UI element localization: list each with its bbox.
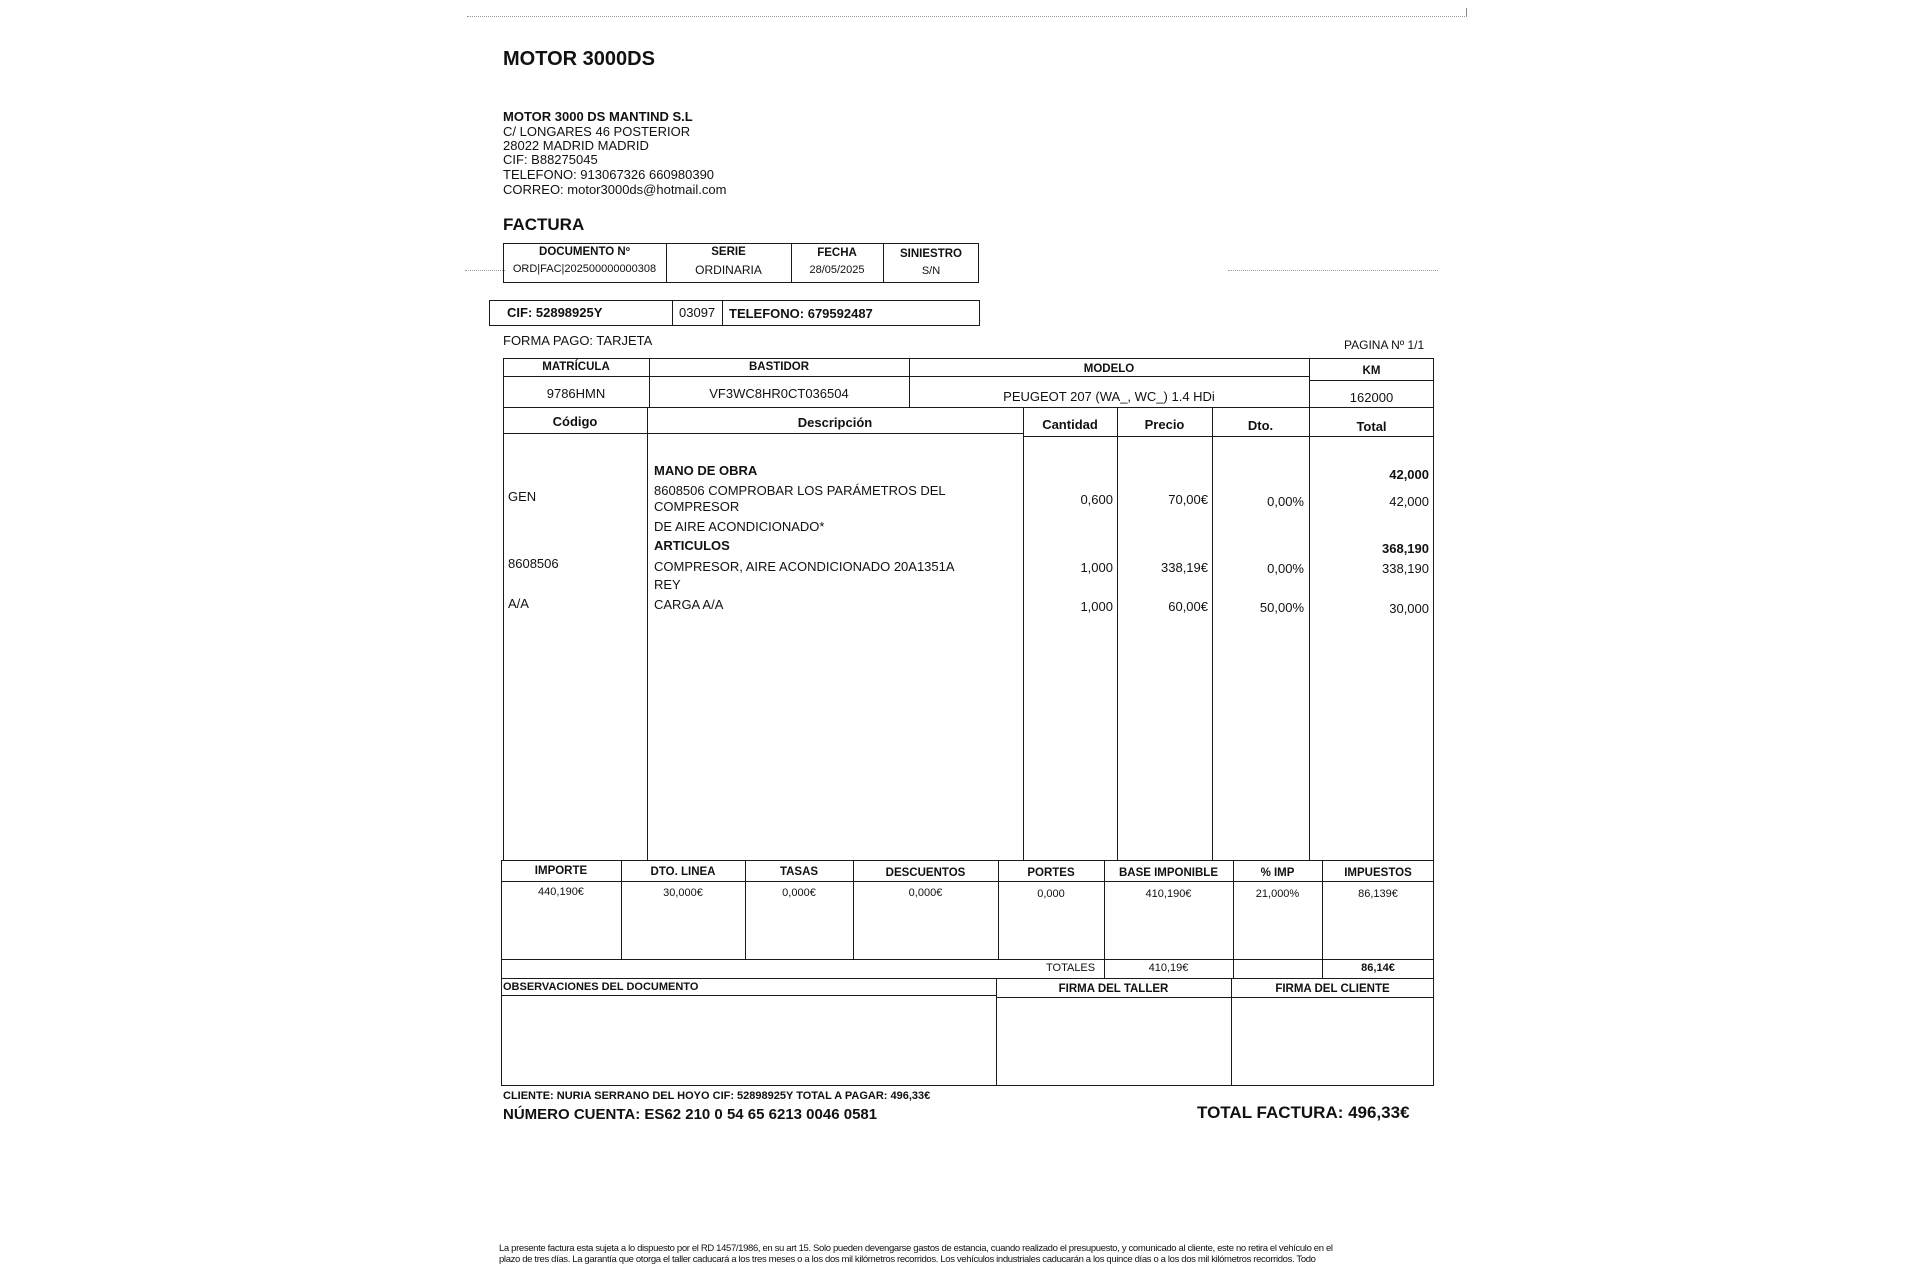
client-phone: TELEFONO: 679592487 <box>729 306 873 321</box>
scan-fold-left <box>465 270 505 271</box>
divider <box>501 881 1434 882</box>
scan-corner-mark <box>1466 8 1467 16</box>
tax-base-value: 410,190€ <box>1145 888 1192 900</box>
fees-header: TASAS <box>779 866 819 878</box>
quantity-header: Cantidad <box>1042 417 1098 432</box>
doc-claim-header: SINIESTRO <box>900 248 962 260</box>
company-cif: CIF: B88275045 <box>503 152 598 167</box>
divider <box>503 376 1309 377</box>
line1-price: 70,00€ <box>1168 492 1208 507</box>
line2-quantity: 1,000 <box>1080 560 1113 575</box>
line3-description: CARGA A/A <box>654 597 724 612</box>
doc-series-value: ORDINARIA <box>695 263 762 277</box>
line2-price: 338,19€ <box>1161 560 1208 575</box>
payment-method: FORMA PAGO: TARJETA <box>503 333 653 348</box>
invoice-total: TOTAL FACTURA: 496,33€ <box>1197 1103 1410 1122</box>
chassis-header: BASTIDOR <box>748 361 810 373</box>
tax-rate-value: 21,000% <box>1255 888 1300 900</box>
company-address2: 28022 MADRID MADRID <box>503 138 649 153</box>
price-header: Precio <box>1144 417 1185 432</box>
scan-fold-right <box>1228 270 1438 271</box>
line1-code: GEN <box>508 489 537 504</box>
divider <box>1309 380 1434 381</box>
line3-price: 60,00€ <box>1168 599 1208 614</box>
plate-value: 9786HMN <box>546 386 606 401</box>
shop-signature-label: FIRMA DEL TALLER <box>1058 983 1169 995</box>
company-phone: TELEFONO: 913067326 660980390 <box>503 167 715 182</box>
line2-description: COMPRESOR, AIRE ACONDICIONADO 20A1351A <box>654 559 955 574</box>
tax-rate-header: % IMP <box>1260 867 1295 879</box>
code-header: Código <box>552 414 598 429</box>
amount-header: IMPORTE <box>534 865 588 877</box>
line1-description: DE AIRE ACONDICIONADO* <box>654 519 825 534</box>
model-header: MODELO <box>1083 363 1135 375</box>
bank-account: NÚMERO CUENTA: ES62 210 0 54 65 6213 0046 0581 <box>503 1106 878 1123</box>
doc-claim-value: S/N <box>921 265 941 277</box>
line-discount-header: DTO. LINEA <box>650 866 716 878</box>
description-header: Descripción <box>797 415 873 430</box>
km-header: KM <box>1362 365 1381 377</box>
scan-top-border <box>467 16 1467 17</box>
line2-discount: 0,00% <box>1267 561 1304 576</box>
company-email: CORREO: motor3000ds@hotmail.com <box>503 182 727 197</box>
line3-total: 30,000 <box>1389 601 1429 616</box>
client-code: 03097 <box>679 305 716 320</box>
discount-header: Dto. <box>1247 418 1274 433</box>
divider <box>503 433 1023 434</box>
line1-description: COMPRESOR <box>654 499 740 514</box>
page-number: PAGINA Nº 1/1 <box>1344 338 1425 352</box>
chassis-value: VF3WC8HR0CT036504 <box>709 386 849 401</box>
company-name: MOTOR 3000 DS MANTIND S.L <box>503 109 693 124</box>
km-value: 162000 <box>1349 390 1394 405</box>
discounts-value: 0,000€ <box>908 887 943 899</box>
line1-discount: 0,00% <box>1267 494 1304 509</box>
divider <box>722 300 723 326</box>
totals-row <box>501 959 1434 979</box>
lines-table <box>503 407 1434 861</box>
total-header: Total <box>1356 419 1387 434</box>
line1-description: 8608506 COMPROBAR LOS PARÁMETROS DEL <box>654 483 946 498</box>
divider <box>1023 436 1434 437</box>
line1-total: 42,000 <box>1389 494 1429 509</box>
document-heading: FACTURA <box>503 215 585 234</box>
line3-discount: 50,00% <box>1259 600 1304 615</box>
client-summary-line: CLIENTE: NURIA SERRANO DEL HOYO CIF: 52898925Y TOTAL A PAGAR: 496,33€ <box>503 1090 931 1102</box>
taxes-value: 86,139€ <box>1358 888 1398 900</box>
model-value: PEUGEOT 207 (WA_, WC_) 1.4 HDi <box>1003 389 1215 404</box>
observations-label: OBSERVACIONES DEL DOCUMENTO <box>503 981 699 993</box>
divider <box>647 407 648 861</box>
totals-tax-base: 410,19€ <box>1148 962 1189 974</box>
line3-code: A/A <box>508 596 529 611</box>
tax-base-header: BASE IMPONIBLE <box>1118 867 1219 879</box>
fees-value: 0,000€ <box>782 887 816 899</box>
labor-section-title: MANO DE OBRA <box>654 463 758 478</box>
divider <box>1212 407 1213 861</box>
divider <box>501 995 996 996</box>
doc-date-header: FECHA <box>817 247 857 259</box>
line2-description: REY <box>654 577 681 592</box>
divider <box>1023 407 1024 861</box>
plate-header: MATRÍCULA <box>542 361 610 373</box>
doc-date-value: 28/05/2025 <box>809 264 865 276</box>
legal-notice-line: La presente factura esta sujeta a lo dispuesto por el RD 1457/1986, en su art 15. Solo pueden devengarse gastos de estancia, cuando realizado el presupuesto, y comunicado al cliente, este no retira el vehículo en el <box>499 1243 1333 1254</box>
doc-series-header: SERIE <box>711 246 746 258</box>
company-title: MOTOR 3000DS <box>503 48 655 70</box>
divider <box>672 300 673 326</box>
shipping-header: PORTES <box>1027 867 1075 879</box>
labor-section-total: 42,000 <box>1389 467 1429 482</box>
shipping-value: 0,000 <box>1037 888 1065 900</box>
line2-code: 8608506 <box>508 556 559 571</box>
company-address1: C/ LONGARES 46 POSTERIOR <box>503 124 691 139</box>
doc-number-header: DOCUMENTO Nº <box>539 246 630 258</box>
line3-quantity: 1,000 <box>1080 599 1113 614</box>
discounts-header: DESCUENTOS <box>885 867 966 879</box>
amount-value: 440,190€ <box>538 886 584 898</box>
parts-section-title: ARTICULOS <box>654 538 730 553</box>
line2-total: 338,190 <box>1382 561 1429 576</box>
line-discount-value: 30,000€ <box>663 887 703 899</box>
doc-number-value: ORD|FAC|202500000000308 <box>512 263 657 275</box>
legal-notice-line: plazo de tres días. La garantía que otorga el taller caducará a los tres meses o a los dos mil kilómetros recorridos. Los vehículos industriales caducarán a los quince días o a los dos mil kilómetros recorridos. Todo <box>499 1254 1316 1265</box>
client-signature-label: FIRMA DEL CLIENTE <box>1275 983 1390 995</box>
totals-label: TOTALES <box>1046 962 1096 974</box>
client-cif: CIF: 52898925Y <box>507 305 603 320</box>
totals-taxes: 86,14€ <box>1361 962 1395 974</box>
taxes-header: IMPUESTOS <box>1344 867 1412 879</box>
parts-section-total: 368,190 <box>1382 541 1429 556</box>
divider <box>1117 407 1118 861</box>
line1-quantity: 0,600 <box>1080 492 1113 507</box>
divider <box>996 997 1434 998</box>
divider <box>1233 959 1234 979</box>
